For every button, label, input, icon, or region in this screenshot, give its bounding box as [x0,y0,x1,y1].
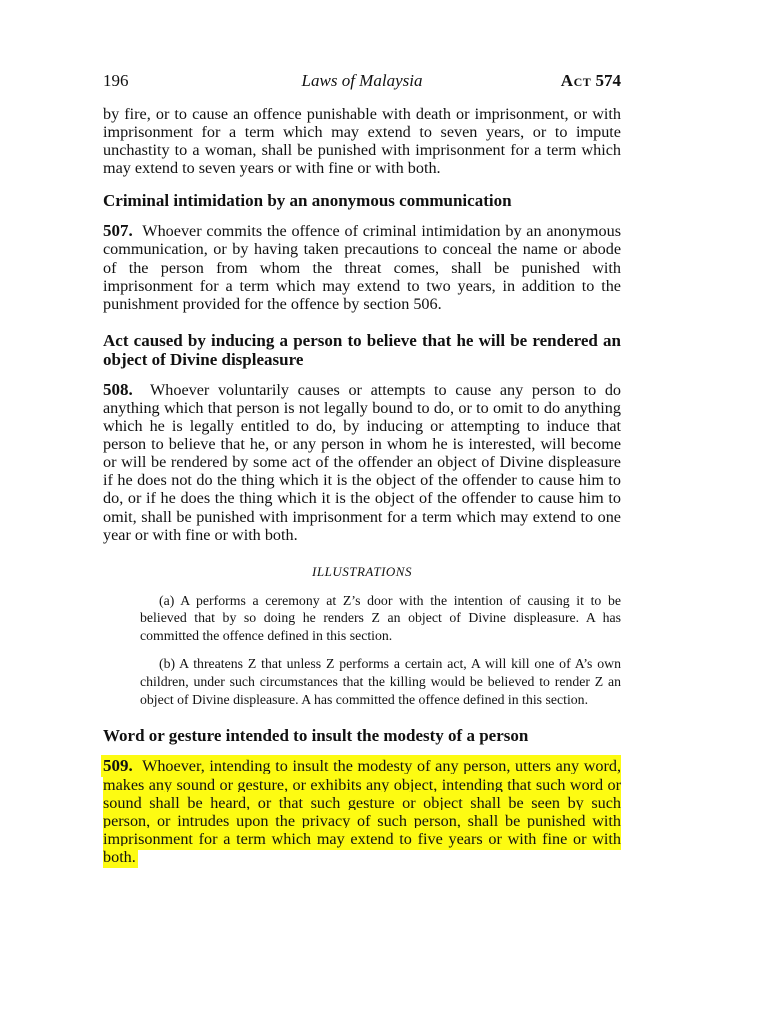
act-number: 574 [595,71,621,90]
illustration-a [140,592,621,645]
illustration-a-text: (a) A performs a ceremony at Z’s door with the intention of causing it to be believed that by so doing he renders Z an object of Divine displeasure. A has committed the offence defined in this section. [140,592,621,644]
highlight-509 [103,757,621,865]
page-header [103,70,621,92]
section-heading-509: Word or gesture intended to insult the modesty of a person [103,726,529,746]
section-text-507: Whoever commits the offence of criminal intimidation by an anonymous communication, or by having taken precautions to conceal the name or abode of the person from whom the threat comes, shall be punished with imprisonment for a term which may extend to two years, in addition to the punishment provided for the offence by section 506. [103,222,621,313]
section-heading-507: Criminal intimidation by an anonymous communication [103,191,512,211]
continuation-paragraph: by fire, or to cause an offence punishable with death or imprisonment, or with imprisonment for a term which may extend to seven years, or to impute unchastity to a woman, shall be punished with imprisonment for a term which may extend to seven years or with fine or with both. [103,105,621,178]
page-number: 196 [103,71,129,90]
section-text-508: Whoever voluntarily causes or attempts to cause any person to do anything which that person is not legally bound to do, or to omit to do anything which he is legally entitled to do, by inducing or attempting to induce that person to believe that he, or any person in whom he is interested, will become or will be rendered by some act of the offender an object of Divine displeasure if he does not do the thing which it is the object of the offender to cause him to do, or if he does the thing which it is the object of the offender to cause him to omit, shall be punished with imprisonment for a term which may extend to one year or with fine or with both. [103,380,622,544]
section-number-508: 508. [103,379,133,399]
illustration-b-text: (b) A threatens Z that unless Z performs a certain act, A will kill one of A’s own children, under such circumstances that the killing would be believed to render Z an object of Divine displeasure. A has committed the offence defined in this section. [140,656,621,707]
section-text-509: Whoever, intending to insult the modesty of any person, utters any word, makes any sound or gesture, or exhibits any object, intending that such word or sound shall be heard, or that such gesture or object shall be seen by such person, or intrudes upon the privacy of such person, shall be punished with imprisonment for a term which may extend to five years or with fine or with both. [103,757,622,866]
illustration-b [140,655,621,708]
act-reference [561,70,621,92]
running-title: Laws of Malaysia [301,71,423,90]
section-508 [103,381,621,544]
section-507 [103,222,621,312]
act-label: Act [560,71,592,90]
section-number-509: 509. [103,756,133,776]
section-number-507: 507. [103,221,133,241]
page-body [103,105,621,866]
illustrations-title: ILLUSTRATIONS [312,563,412,579]
section-heading-508: Act caused by inducing a person to believe that he will be rendered an object of Divine displeasure [103,330,621,369]
section-509-highlighted [103,757,621,866]
